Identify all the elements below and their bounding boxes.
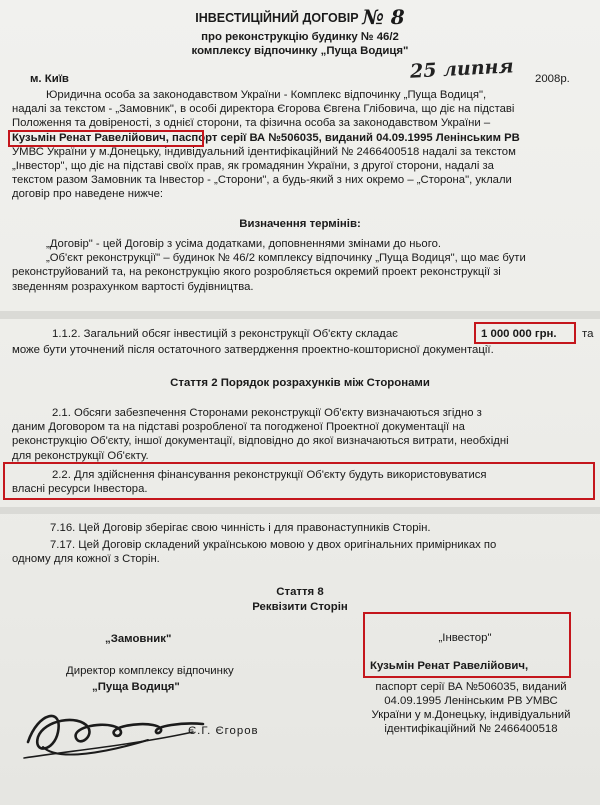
contract-subtitle-2: комплексу відпочинку „Пуща Водиця" [191,45,409,57]
definitions-paragraph: „Договір" - цей Договір з усіма додатками, доповненнями змінами до нього. „Об'єкт реконструкції" – будинок № 46/2 комплексу відпочинку „Пуща Водиця", що має бути реконструйований та, на реконструкцію якого розробляється окремий проект реконструкції зі зведенням розрахунком вартості будівництва. [12,238,526,293]
clause-7-16: 7.16. Цей Договір зберігає свою чинність і для правонаступників Сторін. [50,522,431,534]
highlight-box-investor [363,612,571,678]
customer-signer-name: Є.Г. Єгоров [188,725,259,737]
highlight-box-clause-2-2 [3,462,595,500]
clause-2-2-paragraph: 2.2. Для здійснення фінансування реконструкції Об'єкту будуть використовуватися власні ресурси Інвестора. [12,469,487,496]
highlight-box-investor-name [8,130,204,147]
article-8-subheading: Реквізити Сторін [252,601,348,613]
customer-label: „Замовник" [105,633,172,645]
definitions-heading: Визначення термінів: [239,218,361,230]
clause-7-17-paragraph: 7.17. Цей Договір складений українською мовою у двох оригінальних примірниках по одному для кожної з Сторін. [12,539,497,566]
investor-details-line-2: 04.09.1995 Ленінським РВ УМВС [384,695,558,707]
clause-1-1-2-line-2: може бути уточнений після остаточного затвердження проектно-кошторисної документації. [12,344,494,356]
customer-position-1: Директор комплексу відпочинку [66,665,234,677]
clause-1-1-2-text: 1.1.2. Загальний обсяг інвестицій з реконструкції Об'єкту складає [52,328,398,340]
article-2-heading: Стаття 2 Порядок розрахунків між Сторонами [170,377,430,389]
contract-city: м. Київ [30,73,69,85]
clause-1-1-2-tail: та [582,328,594,340]
contract-year: 2008р. [535,73,570,85]
investor-details-line-4: ідентифікаційний № 2466400518 [384,723,558,735]
investor-name: Кузьмін Ренат Равелійович, [370,660,529,672]
investor-details-line-1: паспорт серії ВА №506035, виданий [375,681,567,693]
clause-2-1-paragraph: 2.1. Обсяги забезпечення Сторонами реконструкції Об'єкту визначаються згідно з даним Договором та на підставі розробленої та погодженої Проектної документації на реконструкцію Об'єкту, іншої документації, відповідно до якої визначаються витрати, необхідні для реконструкції Об'єкту. [12,407,509,462]
customer-position-2: „Пуща Водиця" [92,681,180,693]
article-8-heading: Стаття 8 [276,586,324,598]
scan-fold-band [0,311,600,319]
handwritten-contract-number: № 8 [362,5,405,29]
contract-title: ІНВЕСТИЦІЙНИЙ ДОГОВІР № 8 [195,5,405,29]
investment-amount: 1 000 000 грн. [481,328,557,340]
preamble-paragraph: Юридична особа за законодавством України - Комплекс відпочинку „Пуща Водиця", надалі за текстом - „Замовник", в особі директора Єгорова Євгена Глібовича, що діє на підставі Положення та довіреності, з однієї сторони, та фізична особа за законодавством України – Кузьмін Ренат Равелійович, паспорт серії ВА №506035, виданий 04.09.1995 Ленінським РВ УМВС України у м.Донецьку, індивідуальний ідентифікаційний № 2466400518 надалі за текстом „Інвестор", що діє на підставі своїх прав, як громадянин України, з другої сторони, надалі за текстом разом Замовник та Інвестор - „Сторони", а будь-який з них окремо – „Сторона", уклали договір про наведене нижче: [12,89,520,201]
handwritten-date: 25 липня [409,55,515,83]
investor-details-line-3: України у м.Донецьку, індивідуальний [371,709,571,721]
contract-subtitle-1: про реконструкцію будинку № 46/2 [201,31,399,43]
investor-label: „Інвестор" [438,632,492,644]
highlight-box-amount [474,322,576,344]
scan-fold-band-2 [0,507,600,514]
